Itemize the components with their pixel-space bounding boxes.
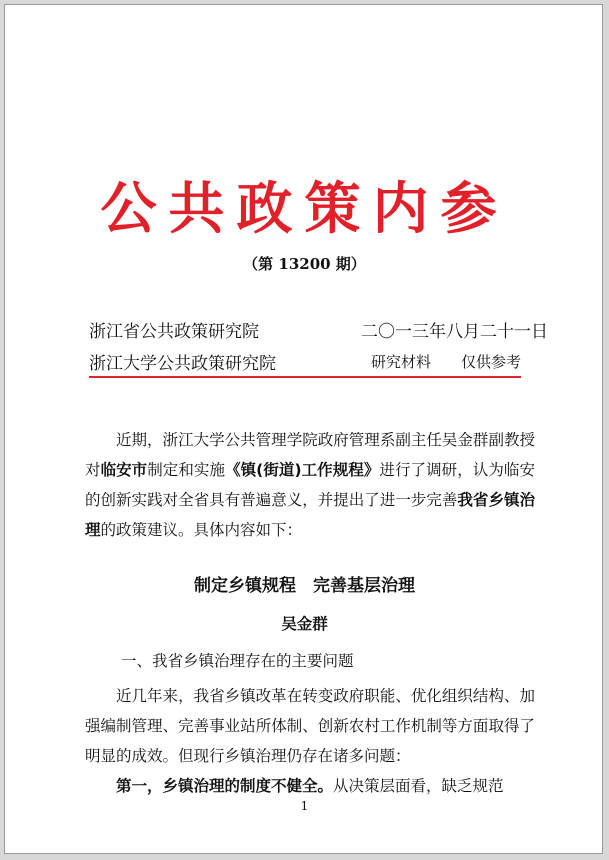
publication-title: 公共政策内参 <box>100 176 509 242</box>
section-heading: 一、我省乡镇治理存在的主要问题 <box>121 652 354 670</box>
intro-paragraph: 近期，浙江大学公共管理学院政府管理系副主任吴金群副教授对临安市制定和实施《镇(街道)工作规程》进行了调研，认为临安的创新实践对全省具有普遍意义，并提出了进一步完善我省乡镇治理的政策建议。具体内容如下： <box>85 431 535 539</box>
material-tag: 研究材料 <box>371 353 432 371</box>
org-secondary: 浙江大学公共政策研究院 <box>89 354 276 374</box>
body-paragraph: 近几年来，我省乡镇改革在转变政府职能、优化组织结构、加强编制管理、完善事业站所体制、创新农村工作机制等方面取得了明显的成效。但现行乡镇治理仍存在诸多问题： <box>85 687 535 765</box>
point-paragraph: 第一，乡镇治理的制度不健全。从决策层面看，缺乏规范 <box>116 777 504 795</box>
reference-tag: 仅供参考 <box>461 353 522 371</box>
org-primary: 浙江省公共政策研究院 <box>89 322 259 342</box>
header-divider <box>89 376 521 378</box>
article-author: 吴金群 <box>281 615 328 633</box>
document-page <box>4 4 603 854</box>
issue-number: （第 13200 期） <box>243 255 366 273</box>
page-number: 1 <box>300 799 309 813</box>
article-title: 制定乡镇规程 完善基层治理 <box>194 576 415 596</box>
publish-date: 二〇一三年八月二十一日 <box>361 322 548 342</box>
